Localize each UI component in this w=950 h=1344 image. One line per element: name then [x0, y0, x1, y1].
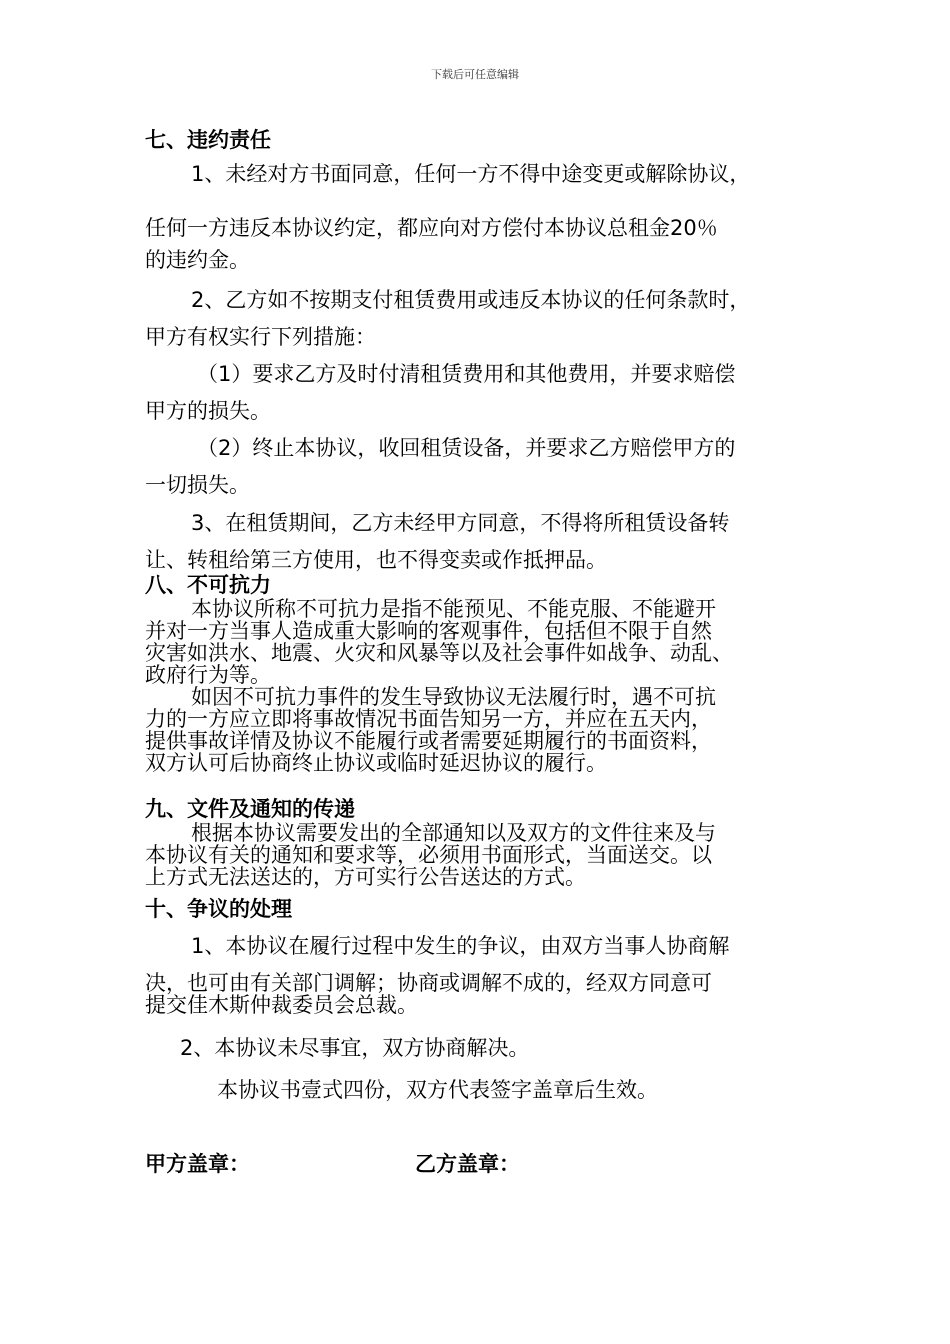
section-10-title	[145, 898, 825, 920]
text-line: 如因不可抗力事件的发生导致协议无法履行时，遇不可抗	[191, 685, 716, 709]
text-line: 1、未经对方书面同意，任何一方不得中途变更或解除协议，	[191, 162, 751, 186]
text-line: （1）要求乙方及时付清租赁费用和其他费用，并要求赔偿	[197, 362, 736, 386]
text-line: 并对一方当事人造成重大影响的客观事件，包括但不限于自然	[145, 619, 712, 643]
section-7-title: 七、违约责任	[145, 128, 271, 152]
text-line: 本协议所称不可抗力是指不能预见、不能克服、不能避开	[191, 597, 716, 621]
text-line: 甲方有权实行下列措施：	[145, 325, 376, 349]
section-8-title	[145, 574, 825, 596]
party-b-seal-label: 乙方盖章：	[415, 1152, 520, 1176]
section-title-text: 八、不可抗力	[145, 573, 271, 597]
section-8-body	[145, 598, 825, 774]
section-9-body	[145, 822, 825, 888]
text-line: 甲方的损失。	[145, 399, 271, 423]
text-line: 让、转租给第三方使用，也不得变卖或作抵押品。	[145, 548, 607, 572]
text-line: 任何一方违反本协议约定，都应向对方偿付本协议总租金20％	[145, 216, 718, 240]
section-10-paragraph-1	[145, 930, 825, 962]
party-a-seal-label: 甲方盖章：	[145, 1152, 250, 1176]
section-10-paragraph-1-continued	[145, 972, 825, 1016]
section-7-paragraph-2	[145, 282, 825, 356]
text-line: 1、本协议在履行过程中发生的争议，由双方当事人协商解	[191, 934, 730, 958]
text-line: 上方式无法送达的，方可实行公告送达的方式。	[145, 865, 586, 889]
text-line: 本协议有关的通知和要求等，必须用书面形式，当面送交。以	[145, 843, 712, 867]
section-7-paragraph-3	[145, 356, 825, 430]
text-line: 提供事故详情及协议不能履行或者需要延期履行的书面资料，	[145, 729, 712, 753]
section-title-text: 九、文件及通知的传递	[145, 797, 355, 821]
text-line: 2、乙方如不按期支付租赁费用或违反本协议的任何条款时，	[191, 288, 751, 312]
text-line: （2）终止本协议，收回租赁设备，并要求乙方赔偿甲方的	[197, 436, 736, 460]
text-line: 政府行为等。	[145, 663, 271, 687]
text-line: 3、在租赁期间，乙方未经甲方同意，不得将所租赁设备转	[191, 511, 730, 535]
section-7-paragraph-1	[145, 158, 825, 276]
section-7-paragraph-5	[145, 505, 825, 579]
text-line: 提交佳木斯仲裁委员会总裁。	[145, 993, 418, 1017]
page-header: 下载后可任意编辑	[431, 68, 519, 81]
section-9-title	[145, 798, 825, 820]
text-line: 双方认可后协商终止协议或临时延迟协议的履行。	[145, 751, 607, 775]
text-line: 决，也可由有关部门调解；协商或调解不成的，经双方同意可	[145, 971, 712, 995]
section-title-text: 十、争议的处理	[145, 897, 292, 921]
closing-statement: 本协议书壹式四份，双方代表签字盖章后生效。	[217, 1078, 658, 1102]
section-7-paragraph-4	[145, 430, 825, 504]
text-line: 的违约金。	[145, 248, 250, 272]
text-line: 根据本协议需要发出的全部通知以及双方的文件往来及与	[191, 821, 716, 845]
text-line: 力的一方应立即将事故情况书面告知另一方，并应在五天内，	[145, 707, 712, 731]
section-10-paragraph-2: 2、本协议未尽事宜，双方协商解决。	[180, 1036, 530, 1060]
text-line: 灾害如洪水、地震、火灾和风暴等以及社会事件如战争、动乱、	[145, 641, 733, 665]
text-line: 一切损失。	[145, 473, 250, 497]
